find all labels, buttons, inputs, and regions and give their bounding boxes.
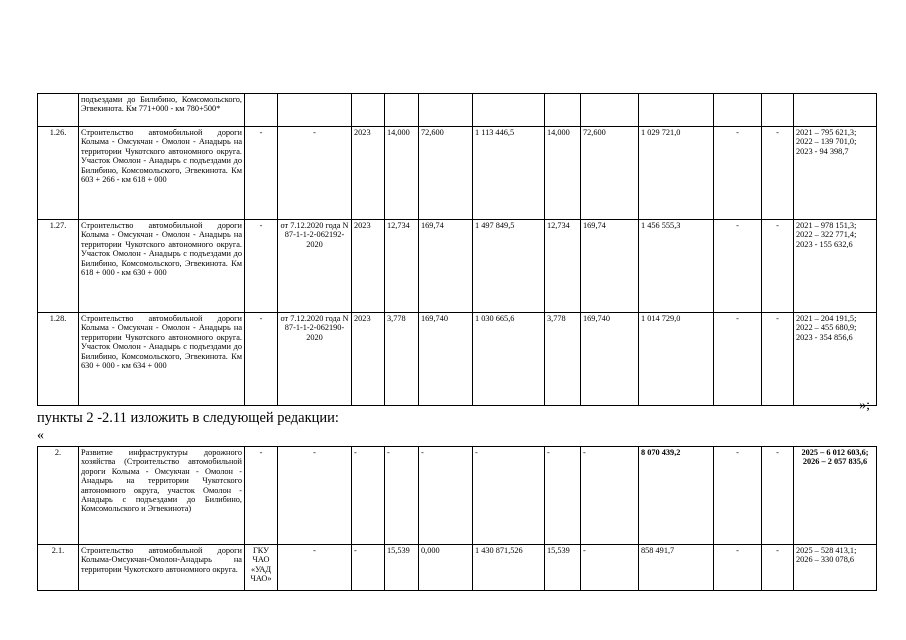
- table-cell: [278, 94, 352, 127]
- table-row: [38, 313, 877, 406]
- table-row: [38, 447, 877, 545]
- table-cell: [762, 94, 794, 127]
- table-cell: [473, 94, 545, 127]
- table-cell: -: [714, 313, 762, 406]
- amendment-instruction: пункты 2 -2.11 изложить в следующей редакции:: [37, 410, 339, 426]
- table-cell: 169,740: [419, 313, 473, 406]
- table-cell: 2025 – 528 413,1; 2026 – 330 078,6: [794, 545, 877, 591]
- table-row: [38, 127, 877, 220]
- table-cell: 72,600: [419, 127, 473, 220]
- table-cell: [794, 94, 877, 127]
- table-cell: 858 491,7: [639, 545, 714, 591]
- top-table-body: [38, 94, 877, 406]
- table-cell: -: [245, 447, 278, 545]
- table-cell: -: [714, 545, 762, 591]
- table-cell: -: [581, 545, 639, 591]
- table-cell: Развитие инфраструктуры дорожного хозяйства (Строительство автомобильной дороги Колыма - Омсукчан - Омолон - Анадырь на территории Чукотского автономного округа, участок Омолон - Анадырь с подъездами до Билибино, Комсомольского и Эгвекинота): [79, 447, 245, 545]
- table-cell: 169,740: [581, 313, 639, 406]
- table-cell: -: [352, 545, 385, 591]
- table-cell: 2025 – 6 012 603,6; 2026 – 2 057 835,6: [794, 447, 877, 545]
- table-cell: Строительство автомобильной дороги Колыма - Омсукчан - Омолон - Анадырь на территории Чукотского автономного округа. Участок Омолон - Анадырь с подъездами до Билибино, Комсомольского, Эгвекинота. Км 618 + 000 - км 630 + 000: [79, 220, 245, 313]
- table-cell: Строительство автомобильной дороги Колыма - Омсукчан - Омолон - Анадырь на территории Чукотского автономного округа. Участок Омолон - Анадырь с подъездами до Билибино, Комсомольского, Эгвекинота. Км 630 + 000 - км 634 + 000: [79, 313, 245, 406]
- table-cell: -: [762, 313, 794, 406]
- table-cell: [639, 94, 714, 127]
- table-cell: 2021 – 204 191,5; 2022 – 455 680,9; 2023 - 354 856,6: [794, 313, 877, 406]
- table-row: [38, 545, 877, 591]
- table-cell: 2023: [352, 127, 385, 220]
- table-cell: от 7.12.2020 года N 87-1-1-2-062192-2020: [278, 220, 352, 313]
- table-cell: -: [473, 447, 545, 545]
- table-cell: 14,000: [385, 127, 419, 220]
- table-cell: 1.28.: [38, 313, 79, 406]
- table-cell: от 7.12.2020 года N 87-1-1-2-062190-2020: [278, 313, 352, 406]
- table-cell: [385, 94, 419, 127]
- table-cell: подъездами до Билибино, Комсомольского, Эгвекинота. Км 771+000 - км 780+500*: [79, 94, 245, 127]
- table-cell: 12,734: [545, 220, 581, 313]
- table-cell: 169,74: [419, 220, 473, 313]
- table-row: [38, 94, 877, 127]
- table-cell: 3,778: [545, 313, 581, 406]
- table-cell: 12,734: [385, 220, 419, 313]
- table-cell: 3,778: [385, 313, 419, 406]
- bottom-table: [37, 446, 877, 591]
- table-cell: [38, 94, 79, 127]
- table-cell: -: [245, 220, 278, 313]
- table-cell: [714, 94, 762, 127]
- table-cell: -: [352, 447, 385, 545]
- table-cell: [419, 94, 473, 127]
- table-cell: 2023: [352, 313, 385, 406]
- table-cell: -: [385, 447, 419, 545]
- table-cell: 1 029 721,0: [639, 127, 714, 220]
- table-cell: 2021 – 978 151,3; 2022 – 322 771,4; 2023 - 155 632,6: [794, 220, 877, 313]
- table-cell: 1 497 849,5: [473, 220, 545, 313]
- table-cell: 0,000: [419, 545, 473, 591]
- table-cell: -: [245, 313, 278, 406]
- table-cell: Строительство автомобильной дороги Колыма-Омсукчан-Омолон-Анадырь на территории Чукотского автономного округа.: [79, 545, 245, 591]
- table-cell: -: [419, 447, 473, 545]
- table-cell: 1 456 555,3: [639, 220, 714, 313]
- table-cell: 8 070 439,2: [639, 447, 714, 545]
- table-cell: -: [762, 220, 794, 313]
- table-cell: [245, 94, 278, 127]
- table-cell: [352, 94, 385, 127]
- table-cell: 2021 – 795 621,3; 2022 – 139 701,0; 2023 - 94 398,7: [794, 127, 877, 220]
- table-cell: 2.: [38, 447, 79, 545]
- table-cell: -: [278, 545, 352, 591]
- table-cell: -: [581, 447, 639, 545]
- table-row: [38, 220, 877, 313]
- table-cell: 1 014 729,0: [639, 313, 714, 406]
- table-cell: 15,539: [545, 545, 581, 591]
- table-cell: [581, 94, 639, 127]
- closing-quote: »;: [859, 398, 870, 413]
- table-cell: 72,600: [581, 127, 639, 220]
- opening-quote: «: [37, 428, 44, 443]
- table-cell: -: [278, 127, 352, 220]
- table-cell: 14,000: [545, 127, 581, 220]
- table-cell: ГКУ ЧАО «УАД ЧАО»: [245, 545, 278, 591]
- table-cell: 1 430 871,526: [473, 545, 545, 591]
- table-cell: 2.1.: [38, 545, 79, 591]
- table-cell: [545, 94, 581, 127]
- table-cell: 1 030 665,6: [473, 313, 545, 406]
- table-cell: -: [245, 127, 278, 220]
- table-cell: -: [762, 127, 794, 220]
- table-cell: -: [714, 127, 762, 220]
- table-cell: 1.27.: [38, 220, 79, 313]
- table-cell: -: [714, 220, 762, 313]
- table-cell: 1.26.: [38, 127, 79, 220]
- table-cell: -: [762, 447, 794, 545]
- table-cell: -: [762, 545, 794, 591]
- table-cell: -: [278, 447, 352, 545]
- table-cell: Строительство автомобильной дороги Колыма - Омсукчан - Омолон - Анадырь на территории Чукотского автономного округа. Участок Омолон - Анадырь с подъездами до Билибино, Комсомольского, Эгвекинота. Км 603 + 266 - км 618 + 000: [79, 127, 245, 220]
- table-cell: 2023: [352, 220, 385, 313]
- table-cell: 169,74: [581, 220, 639, 313]
- bottom-table-body: [38, 447, 877, 591]
- table-cell: 15,539: [385, 545, 419, 591]
- table-cell: -: [545, 447, 581, 545]
- table-cell: -: [714, 447, 762, 545]
- table-cell: 1 113 446,5: [473, 127, 545, 220]
- top-table: [37, 93, 877, 406]
